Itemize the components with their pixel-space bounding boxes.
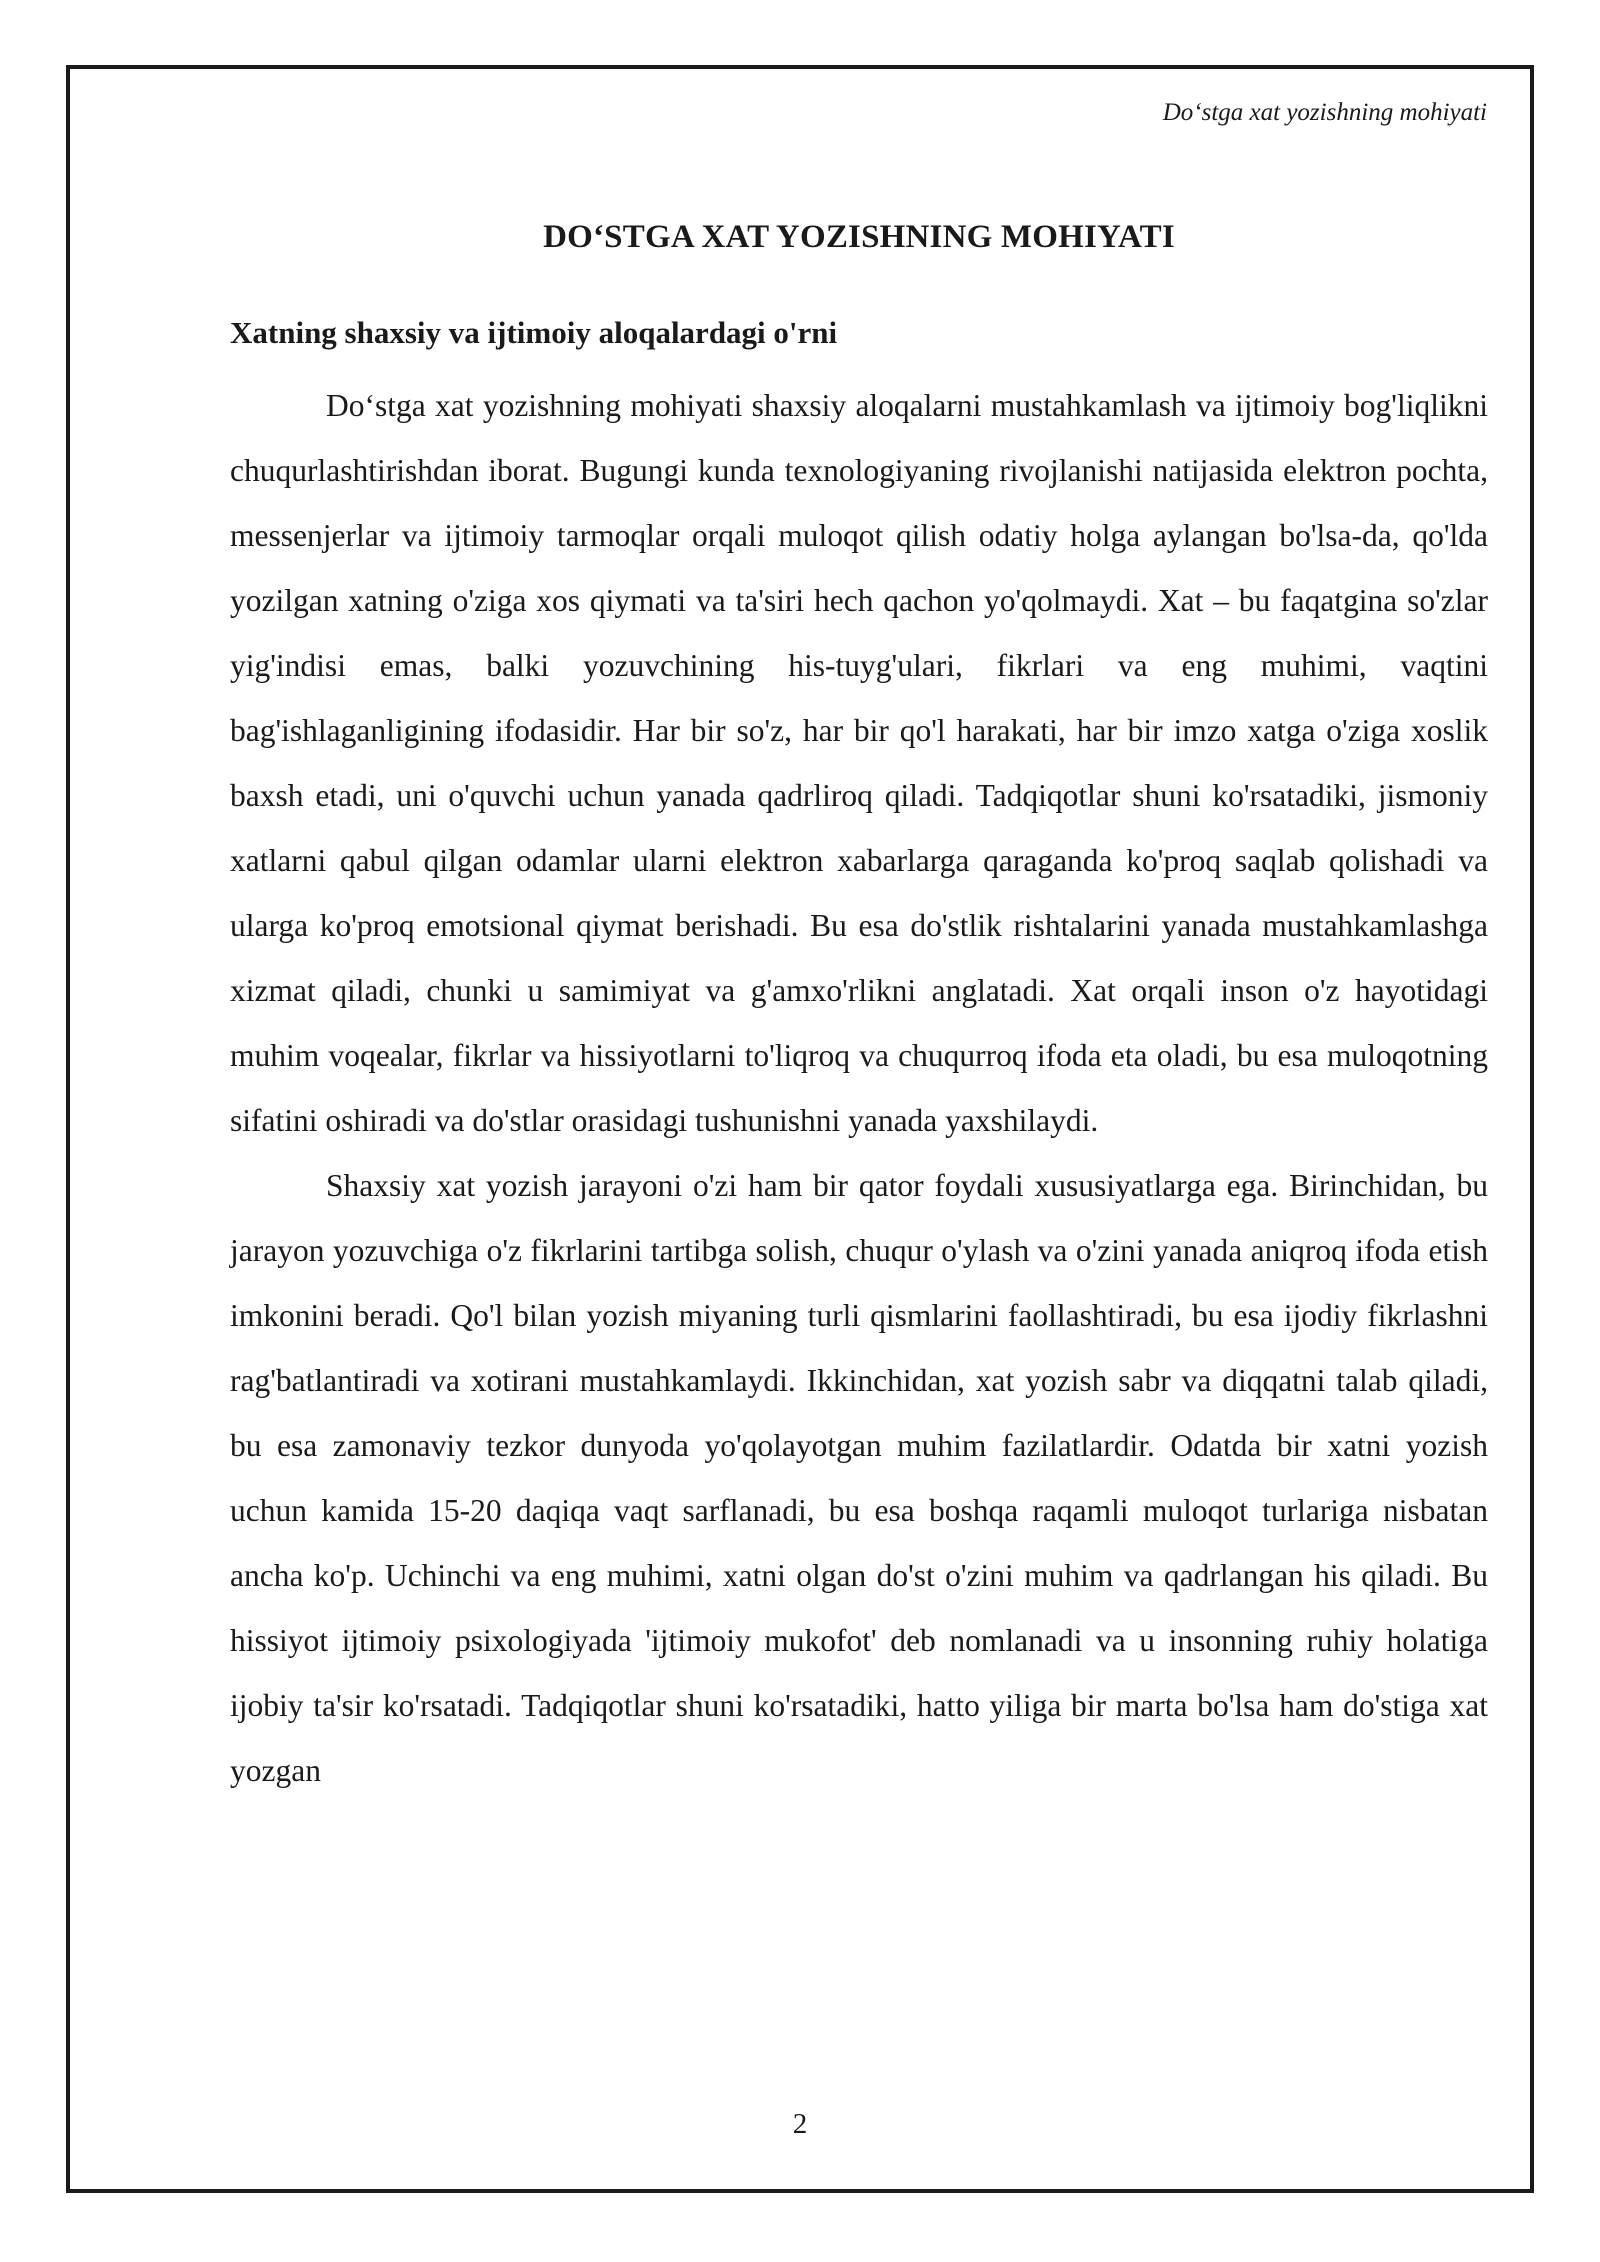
running-header: Do‘stga xat yozishning mohiyati	[1162, 99, 1487, 126]
page-content	[230, 215, 1488, 1803]
body-paragraph-1: Do‘stga xat yozishning mohiyati shaxsiy aloqalarni mustahkamlash va ijtimoiy bog'liqlikni chuqurlashtirishdan iborat. Bugungi kunda texnologiyaning rivojlanishi natijasida elektron pochta, messenjerlar va ijtimoiy tarmoqlar orqali muloqot qilish odatiy holga aylangan bo'lsa-da, qo'lda yozilgan xatning o'ziga xos qiymati va ta'siri hech qachon yo'qolmaydi. Xat – bu faqatgina so'zlar yig'indisi emas, balki yozuvchining his-tuyg'ulari, fikrlari va eng muhimi, vaqtini bag'ishlaganligining ifodasidir. Har bir so'z, har bir qo'l harakati, har bir imzo xatga o'ziga xoslik baxsh etadi, uni o'quvchi uchun yanada qadrliroq qiladi. Tadqiqotlar shuni ko'rsatadiki, jismoniy xatlarni qabul qilgan odamlar ularni elektron xabarlarga qaraganda ko'proq saqlab qolishadi va ularga ko'proq emotsional qiymat berishadi. Bu esa do'stlik rishtalarini yanada mustahkamlashga xizmat qiladi, chunki u samimiyat va g'amxo'rlikni anglatadi. Xat orqali inson o'z hayotidagi muhim voqealar, fikrlar va hissiyotlarni to'liqroq va chuqurroq ifoda eta oladi, bu esa muloqotning sifatini oshiradi va do'stlar orasidagi tushunishni yanada yaxshilaydi.	[230, 388, 1488, 1138]
section-heading: Xatning shaxsiy va ijtimoiy aloqalardagi o'rni	[230, 315, 838, 350]
document-title: DO‘STGA XAT YOZISHNING MOHIYATI	[543, 219, 1175, 255]
body-paragraph-2: Shaxsiy xat yozish jarayoni o'zi ham bir qator foydali xususiyatlarga ega. Birinchidan, bu jarayon yozuvchiga o'z fikrlarini tartibga solish, chuqur o'ylash va o'zini yanada aniqroq ifoda etish imkonini beradi. Qo'l bilan yozish miyaning turli qismlarini faollashtiradi, bu esa ijodiy fikrlashni rag'batlantiradi va xotirani mustahkamlaydi. Ikkinchidan, xat yozish sabr va diqqatni talab qiladi, bu esa zamonaviy tezkor dunyoda yo'qolayotgan muhim fazilatlardir. Odatda bir xatni yozish uchun kamida 15-20 daqiqa vaqt sarflanadi, bu esa boshqa raqamli muloqot turlariga nisbatan ancha ko'p. Uchinchi va eng muhimi, xatni olgan do'st o'zini muhim va qadrlangan his qiladi. Bu hissiyot ijtimoiy psixologiyada 'ijtimoiy mukofot' deb nomlanadi va u insonning ruhiy holatiga ijobiy ta'sir ko'rsatadi. Tadqiqotlar shuni ko'rsatadiki, hatto yiliga bir marta bo'lsa ham do'stiga xat yozgan	[230, 1168, 1488, 1788]
page-number: 2	[792, 2108, 808, 2140]
